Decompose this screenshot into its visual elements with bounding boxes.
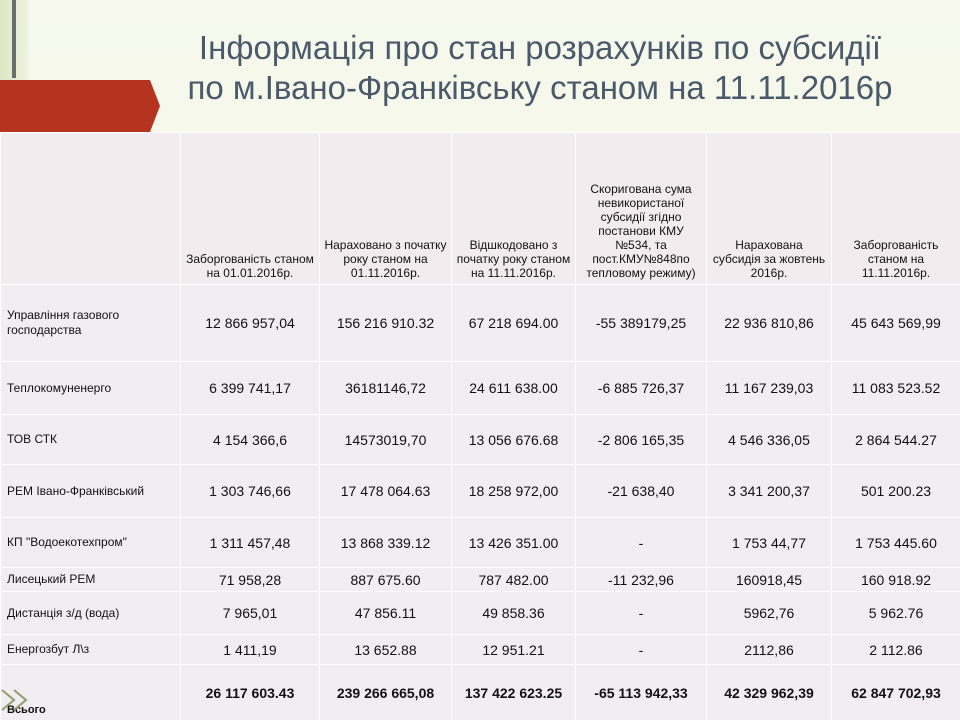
accent-strip	[12, 0, 16, 78]
table-row	[1, 362, 960, 415]
table-cell: 4 154 366,6	[181, 415, 320, 465]
table-row	[1, 415, 960, 465]
header-cell: Заборгованість станом на 01.01.2016р.	[181, 133, 320, 285]
table-cell: 11 083 523.52	[832, 362, 960, 415]
total-cell: 42 329 962,39	[707, 665, 832, 721]
total-row	[1, 665, 960, 721]
table-cell: 2 864 544.27	[832, 415, 960, 465]
decorative-arrows-icon	[0, 680, 60, 720]
total-cell: 239 266 665,08	[320, 665, 452, 721]
table-cell: 24 611 638.00	[452, 362, 576, 415]
table-cell: 49 858.36	[452, 592, 576, 635]
table-cell: 36181146,72	[320, 362, 452, 415]
table-cell: 13 652.88	[320, 635, 452, 665]
total-cell: -65 113 942,33	[576, 665, 707, 721]
table-cell: 47 856.11	[320, 592, 452, 635]
subsidy-table-container	[0, 132, 960, 720]
table-cell: 156 216 910.32	[320, 285, 452, 362]
table-cell: -11 232,96	[576, 568, 707, 592]
title-line-1: Інформація про стан розрахунків по субсидії	[130, 28, 950, 68]
table-cell: 787 482.00	[452, 568, 576, 592]
header-cell: Нарахована субсидія за жовтень 2016р.	[707, 133, 832, 285]
header-cell	[1, 133, 181, 285]
table-cell: 160 918.92	[832, 568, 960, 592]
table-cell: 18 258 972,00	[452, 465, 576, 518]
table-row	[1, 635, 960, 665]
table-cell: 67 218 694.00	[452, 285, 576, 362]
table-cell: 14573019,70	[320, 415, 452, 465]
total-cell: 62 847 702,93	[832, 665, 960, 721]
table-row	[1, 518, 960, 568]
table-cell: 13 868 339.12	[320, 518, 452, 568]
table-cell: 501 200.23	[832, 465, 960, 518]
table-cell: -	[576, 635, 707, 665]
table-cell: 12 951.21	[452, 635, 576, 665]
page-title	[130, 28, 950, 108]
table-cell: 1 311 457,48	[181, 518, 320, 568]
header-cell: Заборгованість станом на 11.11.2016р.	[832, 133, 960, 285]
table-row	[1, 568, 960, 592]
table-cell: 13 056 676.68	[452, 415, 576, 465]
table-cell: 22 936 810,86	[707, 285, 832, 362]
table-row	[1, 592, 960, 635]
table-row	[1, 465, 960, 518]
table-cell: 1 753 44,77	[707, 518, 832, 568]
table-cell: -	[576, 592, 707, 635]
total-label: Всього	[1, 665, 181, 721]
table-cell: 160918,45	[707, 568, 832, 592]
header-cell: Скоригована сума невикористаної субсидії згідно постанови КМУ №534, та пост.КМУ№848по тепловому режиму)	[576, 133, 707, 285]
header-cell: Нараховано з початку року станом на 01.11.2016р.	[320, 133, 452, 285]
table-cell: 12 866 957,04	[181, 285, 320, 362]
row-label: Енергозбут Л\з	[1, 635, 181, 665]
header-cell: Відшкодовано з початку року станом на 11.11.2016р.	[452, 133, 576, 285]
title-line-2: по м.Івано-Франківську станом на 11.11.2016р	[130, 68, 950, 108]
row-label: Лисецький РЕМ	[1, 568, 181, 592]
row-label: Дистанція з/д (вода)	[1, 592, 181, 635]
total-cell: 137 422 623.25	[452, 665, 576, 721]
subsidy-table	[0, 132, 960, 721]
table-cell: 2 112.86	[832, 635, 960, 665]
table-cell: 13 426 351.00	[452, 518, 576, 568]
table-cell: 1 753 445.60	[832, 518, 960, 568]
table-cell: -6 885 726,37	[576, 362, 707, 415]
table-cell: 2112,86	[707, 635, 832, 665]
row-label: Теплокомуненерго	[1, 362, 181, 415]
total-cell: 26 117 603.43	[181, 665, 320, 721]
table-cell: 1 303 746,66	[181, 465, 320, 518]
header-row	[1, 133, 960, 285]
row-label: РЕМ Івано-Франківський	[1, 465, 181, 518]
table-cell: 6 399 741,17	[181, 362, 320, 415]
table-cell: 17 478 064.63	[320, 465, 452, 518]
table-cell: 887 675.60	[320, 568, 452, 592]
table-cell: 45 643 569,99	[832, 285, 960, 362]
table-cell: 5 962.76	[832, 592, 960, 635]
table-cell: 5962,76	[707, 592, 832, 635]
table-cell: -2 806 165,35	[576, 415, 707, 465]
table-cell: 4 546 336,05	[707, 415, 832, 465]
table-cell: 1 411,19	[181, 635, 320, 665]
table-cell: 7 965,01	[181, 592, 320, 635]
row-label: ТОВ СТК	[1, 415, 181, 465]
table-cell: 11 167 239,03	[707, 362, 832, 415]
table-row	[1, 285, 960, 362]
table-cell: -55 389179,25	[576, 285, 707, 362]
table-cell: -21 638,40	[576, 465, 707, 518]
row-label: КП "Водоекотехпром"	[1, 518, 181, 568]
table-cell: 3 341 200,37	[707, 465, 832, 518]
table-cell: -	[576, 518, 707, 568]
row-label: Управління газового господарства	[1, 285, 181, 362]
table-cell: 71 958,28	[181, 568, 320, 592]
